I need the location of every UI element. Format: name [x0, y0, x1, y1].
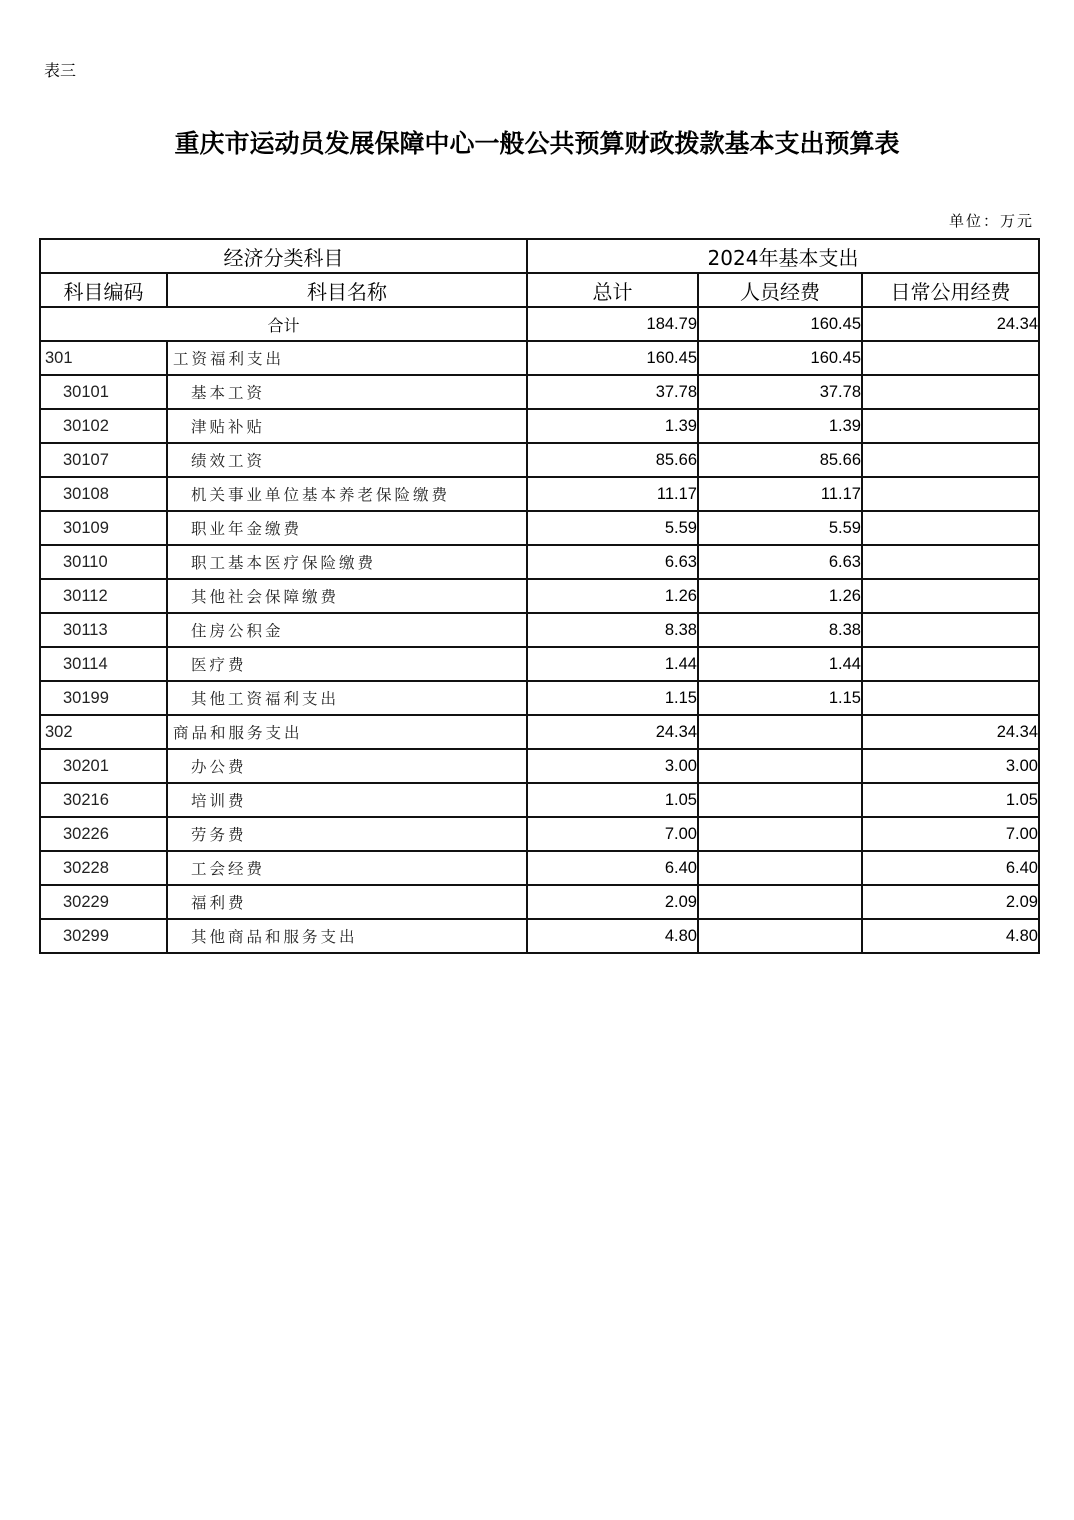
personnel-cell [698, 885, 862, 919]
name-cell: 职业年金缴费 [167, 511, 527, 545]
total-cell: 37.78 [527, 375, 698, 409]
public-cell: 2.09 [862, 885, 1039, 919]
code-cell: 30107 [40, 443, 167, 477]
name-cell: 医疗费 [167, 647, 527, 681]
column-header-personnel: 人员经费 [698, 273, 862, 307]
personnel-cell [698, 919, 862, 953]
category-row [40, 715, 1039, 749]
personnel-cell: 1.39 [698, 409, 862, 443]
public-cell [862, 409, 1039, 443]
header-columns-row [40, 273, 1039, 307]
total-cell: 160.45 [527, 341, 698, 375]
public-cell [862, 579, 1039, 613]
personnel-cell: 1.44 [698, 647, 862, 681]
total-cell: 6.40 [527, 851, 698, 885]
page-title: 重庆市运动员发展保障中心一般公共预算财政拨款基本支出预算表 [174, 129, 900, 158]
code-cell: 30226 [40, 817, 167, 851]
public-cell [862, 511, 1039, 545]
public-cell [862, 545, 1039, 579]
total-total-cell: 184.79 [527, 307, 698, 341]
code-cell: 30102 [40, 409, 167, 443]
total-public-cell: 24.34 [862, 307, 1039, 341]
code-cell: 302 [40, 715, 167, 749]
name-cell: 福利费 [167, 885, 527, 919]
total-cell: 1.26 [527, 579, 698, 613]
table-label: 表三 [44, 61, 77, 80]
name-cell: 绩效工资 [167, 443, 527, 477]
name-cell: 津贴补贴 [167, 409, 527, 443]
code-cell: 30199 [40, 681, 167, 715]
personnel-cell [698, 783, 862, 817]
column-header-name: 科目名称 [167, 273, 527, 307]
column-header-code: 科目编码 [40, 273, 167, 307]
total-cell: 6.63 [527, 545, 698, 579]
personnel-cell: 8.38 [698, 613, 862, 647]
total-cell: 24.34 [527, 715, 698, 749]
table-row [40, 647, 1039, 681]
name-cell: 住房公积金 [167, 613, 527, 647]
total-cell: 8.38 [527, 613, 698, 647]
table-row [40, 885, 1039, 919]
table-row [40, 613, 1039, 647]
name-cell: 培训费 [167, 783, 527, 817]
total-cell: 11.17 [527, 477, 698, 511]
code-cell: 30110 [40, 545, 167, 579]
total-cell: 1.15 [527, 681, 698, 715]
personnel-cell: 160.45 [698, 341, 862, 375]
header-group-row [40, 239, 1039, 273]
public-cell [862, 375, 1039, 409]
personnel-cell: 37.78 [698, 375, 862, 409]
total-cell: 1.44 [527, 647, 698, 681]
table-row [40, 477, 1039, 511]
code-cell: 30229 [40, 885, 167, 919]
total-cell: 1.05 [527, 783, 698, 817]
public-cell [862, 681, 1039, 715]
code-cell: 30112 [40, 579, 167, 613]
name-cell: 其他社会保障缴费 [167, 579, 527, 613]
public-cell: 3.00 [862, 749, 1039, 783]
code-cell: 30201 [40, 749, 167, 783]
public-cell [862, 443, 1039, 477]
code-cell: 301 [40, 341, 167, 375]
total-cell: 7.00 [527, 817, 698, 851]
name-cell: 其他商品和服务支出 [167, 919, 527, 953]
personnel-cell [698, 749, 862, 783]
column-header-total: 总计 [527, 273, 698, 307]
personnel-cell: 1.26 [698, 579, 862, 613]
table-row [40, 545, 1039, 579]
header-expenditure: 2024年基本支出 [527, 239, 1039, 273]
table-row [40, 511, 1039, 545]
public-cell [862, 647, 1039, 681]
budget-table [39, 238, 1040, 954]
code-cell: 30109 [40, 511, 167, 545]
total-cell: 1.39 [527, 409, 698, 443]
table-row [40, 375, 1039, 409]
code-cell: 30113 [40, 613, 167, 647]
unit-label: 单位：万元 [948, 212, 1034, 230]
public-cell: 24.34 [862, 715, 1039, 749]
public-cell [862, 613, 1039, 647]
name-cell: 商品和服务支出 [167, 715, 527, 749]
personnel-cell [698, 851, 862, 885]
code-cell: 30108 [40, 477, 167, 511]
total-personnel-cell: 160.45 [698, 307, 862, 341]
code-cell: 30114 [40, 647, 167, 681]
column-header-public: 日常公用经费 [862, 273, 1039, 307]
personnel-cell [698, 817, 862, 851]
header-classification: 经济分类科目 [40, 239, 527, 273]
name-cell: 职工基本医疗保险缴费 [167, 545, 527, 579]
public-cell [862, 477, 1039, 511]
name-cell: 办公费 [167, 749, 527, 783]
personnel-cell: 1.15 [698, 681, 862, 715]
code-cell: 30299 [40, 919, 167, 953]
table-row [40, 443, 1039, 477]
name-cell: 工资福利支出 [167, 341, 527, 375]
table-row [40, 919, 1039, 953]
name-cell: 机关事业单位基本养老保险缴费 [167, 477, 527, 511]
name-cell: 基本工资 [167, 375, 527, 409]
personnel-cell: 11.17 [698, 477, 862, 511]
public-cell [862, 341, 1039, 375]
code-cell: 30101 [40, 375, 167, 409]
table-row [40, 579, 1039, 613]
table-row [40, 817, 1039, 851]
table-row [40, 409, 1039, 443]
total-cell: 3.00 [527, 749, 698, 783]
total-row [40, 307, 1039, 341]
personnel-cell: 6.63 [698, 545, 862, 579]
category-row [40, 341, 1039, 375]
total-cell: 4.80 [527, 919, 698, 953]
table-row [40, 749, 1039, 783]
public-cell: 4.80 [862, 919, 1039, 953]
name-cell: 工会经费 [167, 851, 527, 885]
total-label: 合计 [40, 307, 527, 341]
name-cell: 其他工资福利支出 [167, 681, 527, 715]
public-cell: 6.40 [862, 851, 1039, 885]
table-row [40, 783, 1039, 817]
name-cell: 劳务费 [167, 817, 527, 851]
code-cell: 30228 [40, 851, 167, 885]
personnel-cell [698, 715, 862, 749]
personnel-cell: 85.66 [698, 443, 862, 477]
total-cell: 85.66 [527, 443, 698, 477]
table-row [40, 681, 1039, 715]
total-cell: 5.59 [527, 511, 698, 545]
code-cell: 30216 [40, 783, 167, 817]
public-cell: 7.00 [862, 817, 1039, 851]
personnel-cell: 5.59 [698, 511, 862, 545]
public-cell: 1.05 [862, 783, 1039, 817]
table-row [40, 851, 1039, 885]
total-cell: 2.09 [527, 885, 698, 919]
